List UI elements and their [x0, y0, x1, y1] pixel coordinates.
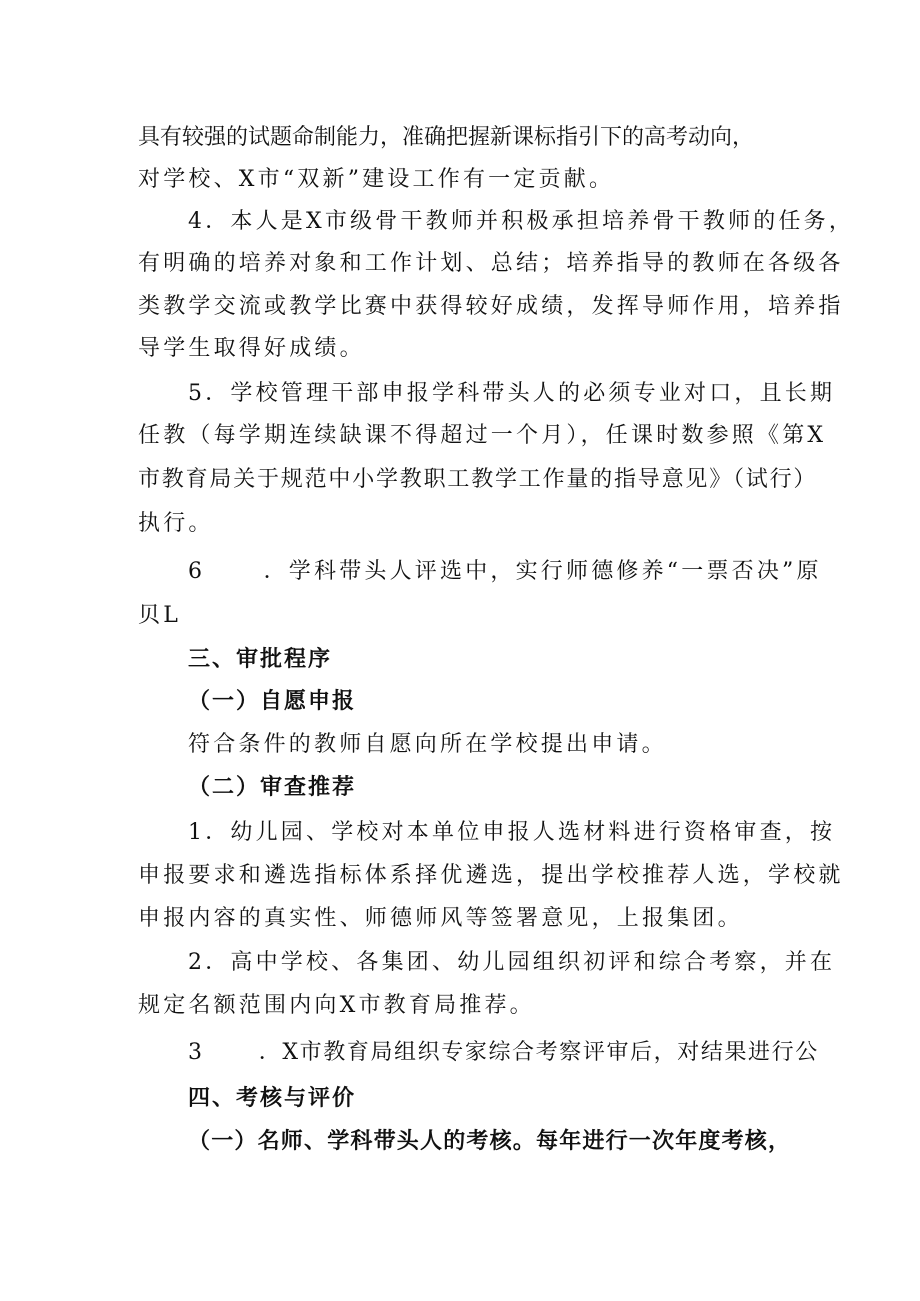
section-heading [188, 1085, 356, 1113]
heading-text: （一）名师、学科带头人的考核。每年进行一次年度考核， [188, 1129, 792, 1154]
heading-text: 四、考核与评价 [188, 1086, 357, 1111]
paragraph-line [138, 992, 535, 1020]
text-line: 对学校、X市“双新”建设工作有一定贡献。 [138, 167, 615, 192]
subsection-heading [188, 1128, 791, 1156]
paragraph-line [188, 731, 667, 759]
list-number: 6 [188, 559, 206, 584]
paragraph-line [138, 422, 826, 450]
paragraph-line [138, 602, 181, 630]
text-line: 有明确的培养对象和工作计划、总结；培养指导的教师在各级各 [138, 251, 844, 276]
paragraph-line [138, 124, 786, 152]
text-line: 市教育局关于规范中小学教职工教学工作量的指导意见》（试行） [138, 467, 818, 492]
section-heading [188, 646, 332, 674]
paragraph-line [138, 293, 844, 321]
text-line: 申报内容的真实性、师德师风等签署意见，上报集团。 [138, 906, 743, 931]
text-line: 具有较强的试题命制能力，准确把握新课标指引下的高考动向， [138, 125, 755, 150]
text-line: 4．本人是X市级骨干教师并积极承担培养骨干教师的任务， [188, 209, 855, 234]
paragraph-line [138, 335, 365, 363]
paragraph-line [138, 905, 743, 933]
text-line: 导学生取得好成绩。 [138, 336, 365, 361]
text-line: ．学科带头人评选中，实行师德修养“一票否决”原 [263, 559, 822, 584]
text-line: 贝L [138, 603, 182, 628]
paragraph-line [188, 819, 835, 847]
text-line: 执行。 [138, 511, 214, 536]
text-line: 规定名额范围内向X市教育局推荐。 [138, 993, 535, 1018]
text-line: 2．高中学校、各集团、幼儿园组织初评和综合考察，并在 [188, 950, 836, 975]
paragraph-line [138, 862, 844, 890]
heading-text: 三、审批程序 [188, 647, 333, 672]
text-line: 任教（每学期连续缺课不得超过一个月），任课时数参照《第X [138, 423, 827, 448]
paragraph-line [188, 1039, 819, 1067]
heading-text: （一）自愿申报 [188, 689, 357, 714]
subsection-heading [188, 774, 356, 802]
paragraph-line [138, 466, 817, 494]
paragraph-line [188, 380, 835, 408]
text-line: 申报要求和遴选指标体系择优遴选，提出学校推荐人选，学校就 [138, 863, 844, 888]
heading-text: （二）审查推荐 [188, 775, 357, 800]
paragraph-line [138, 510, 214, 538]
paragraph-line [188, 949, 835, 977]
text-line: 类教学交流或教学比赛中获得较好成绩，发挥导师作用，培养指 [138, 294, 844, 319]
text-line: 1．幼儿园、学校对本单位申报人选材料进行资格审查，按 [188, 820, 836, 845]
paragraph-line [138, 250, 844, 278]
paragraph-line [138, 166, 614, 194]
paragraph-line [188, 558, 822, 586]
paragraph-line [188, 208, 854, 236]
text-line: 5．学校管理干部申报学科带头人的必须专业对口，且长期 [188, 381, 836, 406]
text-line: 符合条件的教师自愿向所在学校提出申请。 [188, 732, 667, 757]
list-number: 3 [188, 1040, 204, 1065]
subsection-heading [188, 688, 356, 716]
text-line: ．X市教育局组织专家综合考察评审后，对结果进行公 [258, 1040, 819, 1065]
